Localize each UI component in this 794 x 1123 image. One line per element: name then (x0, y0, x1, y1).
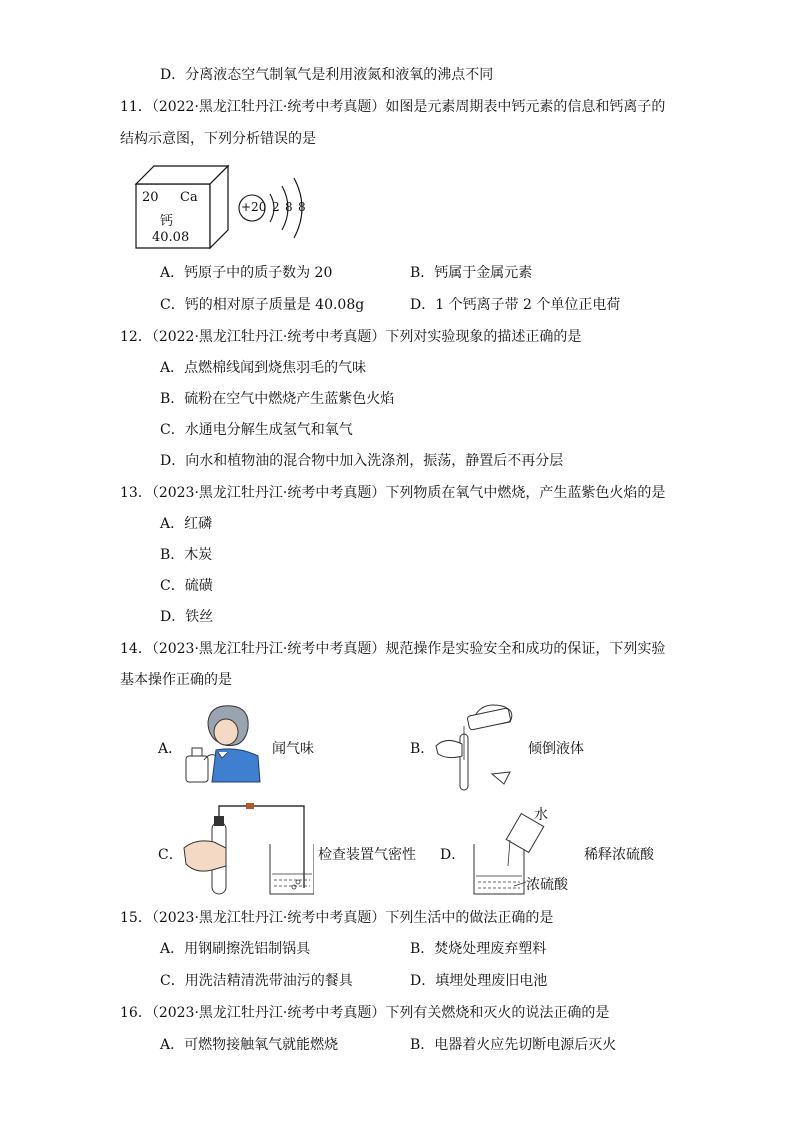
element-symbol: Ca (180, 190, 198, 205)
q14-a-letter: A． (158, 741, 183, 757)
airtightness-check-illustration (182, 802, 314, 898)
element-mass: 40.08 (152, 230, 190, 245)
q13-option-b: B．木炭 (160, 547, 213, 563)
periodic-table-cell-figure (130, 162, 240, 252)
nucleus-charge: +20 (241, 200, 267, 214)
q14-b-caption: 倾倒液体 (528, 741, 584, 757)
q14-d-letter: D． (440, 847, 466, 863)
element-name: 钙 (160, 214, 174, 229)
q14-c-letter: C． (158, 847, 183, 863)
q13-option-a: A．红磷 (160, 516, 213, 532)
q14-a-caption: 闻气味 (272, 741, 314, 757)
q15-option-c: C．用洗洁精清洗带油污的餐具 (160, 973, 353, 989)
shell-3-electrons: 8 (298, 200, 306, 214)
q16-stem: 16．（2023·黑龙江牡丹江·统考中考真题）下列有关燃烧和灭火的说法正确的是 (120, 1005, 610, 1021)
shell-1-electrons: 2 (272, 200, 280, 214)
q14-b-letter: B． (410, 741, 435, 757)
q11-option-c: C．钙的相对原子质量是 40.08g (160, 297, 365, 313)
q15-option-d: D．填埋处理废旧电池 (410, 973, 548, 989)
q13-option-d: D．铁丝 (160, 609, 214, 625)
shell-2-electrons: 8 (285, 200, 293, 214)
q13-stem: 13．（2023·黑龙江牡丹江·统考中考真题）下列物质在氧气中燃烧，产生蓝紫色火焰的是 (120, 485, 666, 501)
q13-option-c: C．硫磺 (160, 578, 213, 594)
q10-option-d: D．分离液态空气制氧气是利用液氮和液氧的沸点不同 (160, 67, 494, 83)
q14-d-caption: 稀释浓硫酸 (584, 847, 654, 863)
q14-stem-line2: 基本操作正确的是 (120, 672, 232, 688)
q12-option-d: D．向水和植物油的混合物中加入洗涤剂，振荡，静置后不再分层 (160, 453, 564, 469)
q12-option-a: A．点燃棉线闻到烧焦羽毛的气味 (160, 360, 367, 376)
water-label: 水 (534, 807, 548, 823)
q14-c-caption: 检查装置气密性 (318, 847, 416, 863)
q15-option-b: B．焚烧处理废弃塑料 (410, 941, 547, 957)
q12-option-c: C．水通电分解生成氢气和氧气 (160, 422, 353, 438)
q11-stem-line1: 11．（2022·黑龙江牡丹江·统考中考真题）如图是元素周期表中钙元素的信息和钙离子的 (120, 99, 666, 115)
q12-stem: 12．（2022·黑龙江牡丹江·统考中考真题）下列对实验现象的描述正确的是 (120, 329, 582, 345)
q11-stem-line2: 结构示意图，下列分析错误的是 (120, 131, 316, 147)
acid-label: 浓硫酸 (526, 877, 568, 893)
q12-option-b: B．硫粉在空气中燃烧产生蓝紫色火焰 (160, 391, 395, 407)
q15-stem: 15．（2023·黑龙江牡丹江·统考中考真题）下列生活中的做法正确的是 (120, 910, 554, 926)
dilute-acid-illustration (470, 804, 580, 898)
ion-structure-figure (234, 166, 324, 252)
q15-option-a: A．用钢刷擦洗铝制锅具 (160, 941, 311, 957)
q16-option-a: A．可燃物接触氧气就能燃烧 (160, 1037, 339, 1053)
pour-liquid-illustration (432, 700, 524, 792)
q16-option-b: B．电器着火应先切断电源后灭火 (410, 1037, 617, 1053)
q11-option-b: B．钙属于金属元素 (410, 265, 533, 281)
q11-option-d: D．1 个钙离子带 2 个单位正电荷 (410, 297, 621, 313)
q14-stem-line1: 14．（2023·黑龙江牡丹江·统考中考真题）规范操作是实验安全和成功的保证，下列实验 (120, 641, 666, 657)
smell-gas-illustration (182, 700, 262, 784)
q11-option-a: A．钙原子中的质子数为 20 (160, 265, 333, 281)
element-number: 20 (142, 190, 159, 205)
